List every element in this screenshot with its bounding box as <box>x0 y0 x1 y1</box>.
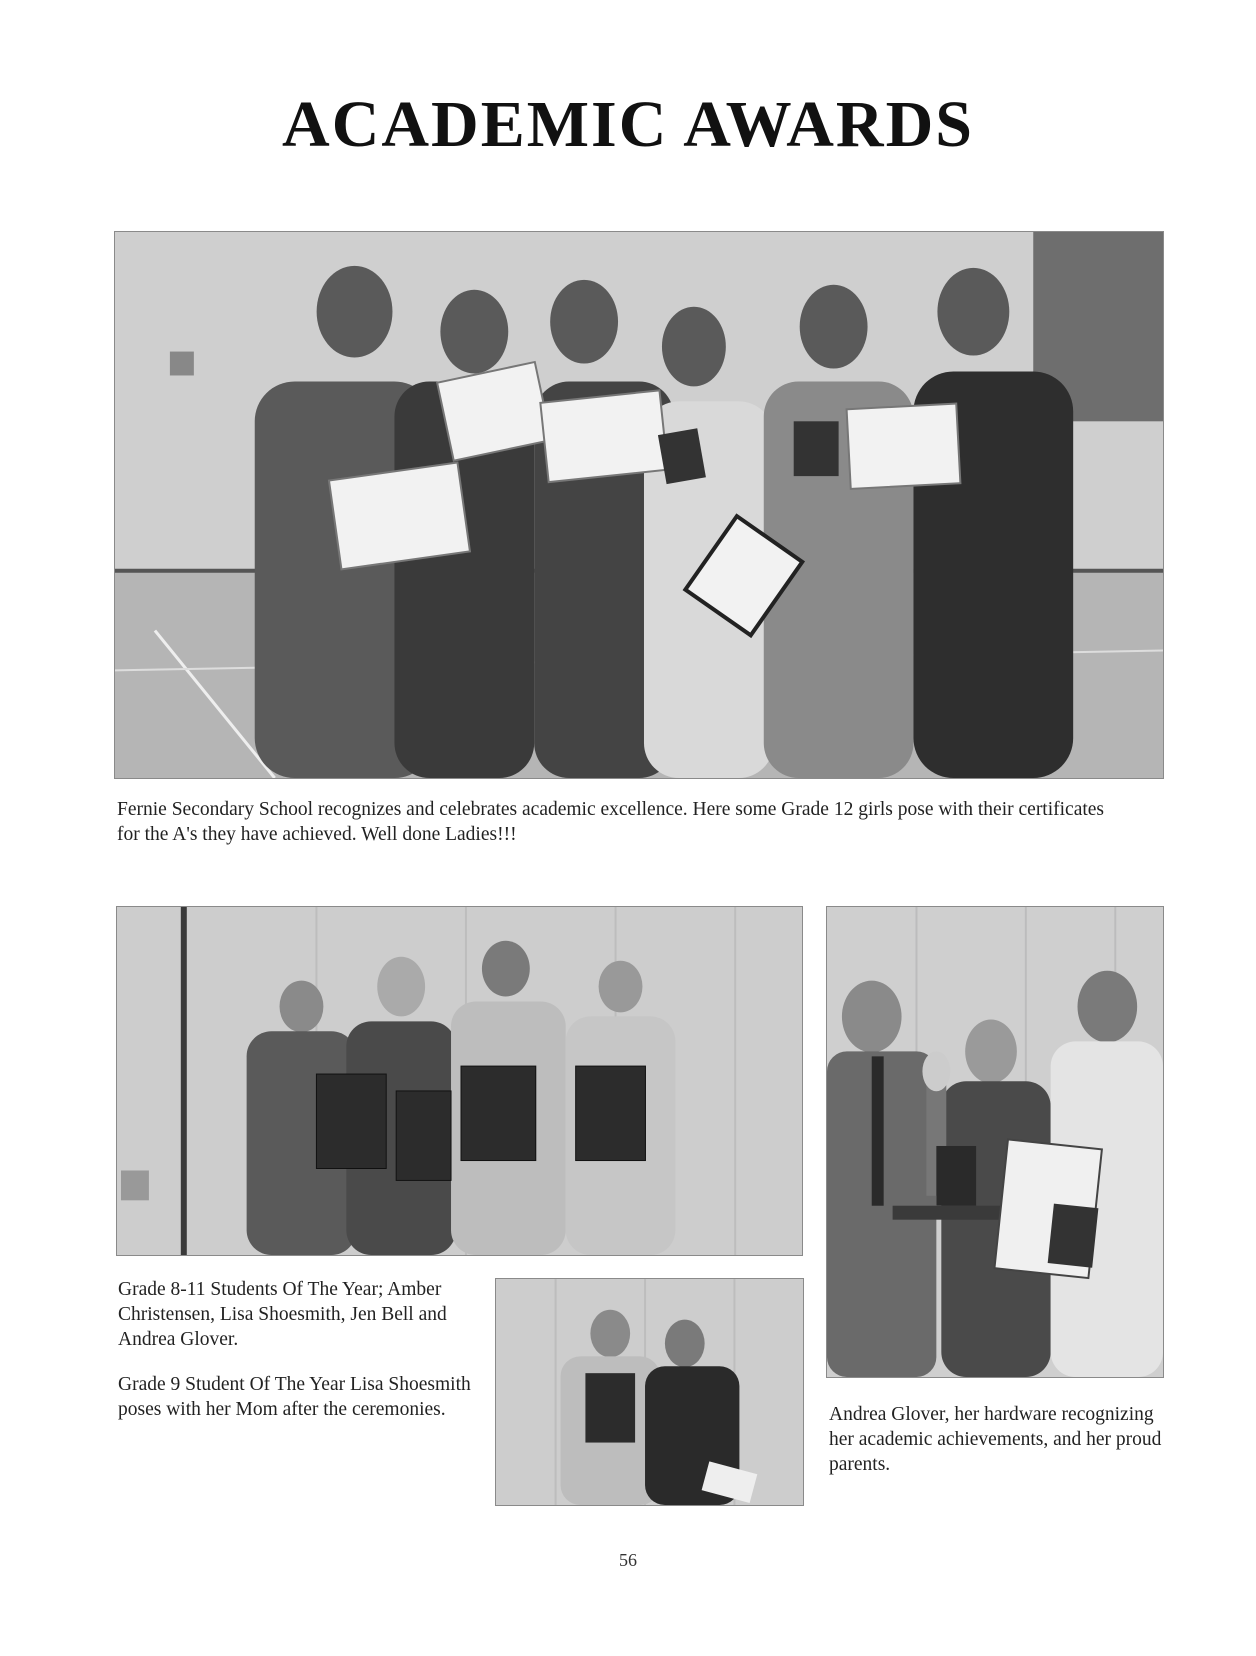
students-of-year-photo <box>116 906 803 1256</box>
grade9-photo <box>495 1278 804 1506</box>
grade9-illustration <box>496 1279 803 1505</box>
students-of-year-illustration <box>117 907 802 1255</box>
andrea-caption: Andrea Glover, her hardware recognizing her academic achievements, and her proud parents. <box>829 1404 1162 1475</box>
main-photo-caption: Fernie Secondary School recognizes and celebrates academic excellence. Here some Grade 12 girls pose with their certificates for the A's they have achieved. Well done Ladies!!! <box>117 799 1105 845</box>
students-of-year-caption: Grade 8-11 Students Of The Year; Amber Christensen, Lisa Shoesmith, Jen Bell and Andrea Glover. <box>118 1279 447 1350</box>
andrea-glover-illustration <box>827 907 1163 1377</box>
grade12-girls-illustration <box>115 232 1163 778</box>
grade12-girls-photo <box>114 231 1164 779</box>
andrea-glover-photo <box>826 906 1164 1378</box>
page-title: ACADEMIC AWARDS <box>282 88 974 161</box>
page-number: 56 <box>619 1550 637 1570</box>
grade9-caption: Grade 9 Student Of The Year Lisa Shoesmith poses with her Mom after the ceremonies. <box>118 1374 471 1420</box>
